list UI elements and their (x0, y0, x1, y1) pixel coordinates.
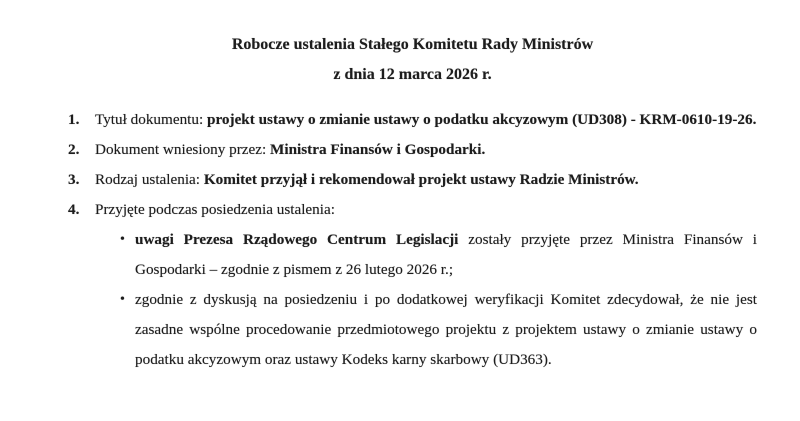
document-title-line2: z dnia 12 marca 2026 r. (333, 66, 492, 83)
bullet-item-rcl-remarks (68, 225, 757, 285)
list-item-number: 1. (68, 111, 80, 128)
bullet-icon: • (120, 232, 125, 247)
bullet-text: zostały przyjęte przez Ministra Finansów i Gospodarki – zgodnie z pismem z 26 lutego 2026 r.; (135, 231, 757, 278)
list-item-document-title (68, 105, 757, 135)
list-item-number: 4. (68, 201, 80, 218)
list-item-value: Ministra Finansów i Gospodarki. (270, 141, 486, 158)
decision-list (68, 105, 757, 375)
list-item-label: Rodzaj ustalenia: (95, 171, 204, 188)
bullet-item-joint-proceeding (68, 285, 757, 375)
bullet-bold-lead: uwagi Prezesa Rządowego Centrum Legislacji (135, 231, 459, 248)
list-item-value: projekt ustawy o zmianie ustawy o podatku akcyzowym (UD308) - KRM-0610-19-26. (207, 111, 757, 128)
list-item-submitted-by (68, 135, 757, 165)
list-item-value: Komitet przyjął i rekomendował projekt ustawy Radzie Ministrów. (203, 171, 639, 188)
bullet-icon: • (120, 292, 125, 307)
list-item-label: Tytuł dokumentu: (95, 111, 207, 128)
list-item-label: Dokument wniesiony przez: (95, 141, 271, 158)
document-title (68, 30, 757, 90)
bullet-text: zgodnie z dyskusją na posiedzeniu i po dodatkowej weryfikacji Komitet zdecydował, że nie jest zasadne wspólne procedowanie przedmiotowego projektu z projektem ustawy o zmianie ustawy o podatku akcyzowym oraz ustawy Kodeks karny skarbowy (UD363). (135, 291, 757, 368)
list-item-number: 2. (68, 141, 80, 158)
list-item-number: 3. (68, 171, 80, 188)
list-item-decision-type (68, 165, 757, 195)
list-item-session-decisions (68, 195, 757, 225)
document-title-line1: Robocze ustalenia Stałego Komitetu Rady Ministrów (231, 36, 594, 53)
list-item-label: Przyjęte podczas posiedzenia ustalenia: (95, 201, 335, 218)
